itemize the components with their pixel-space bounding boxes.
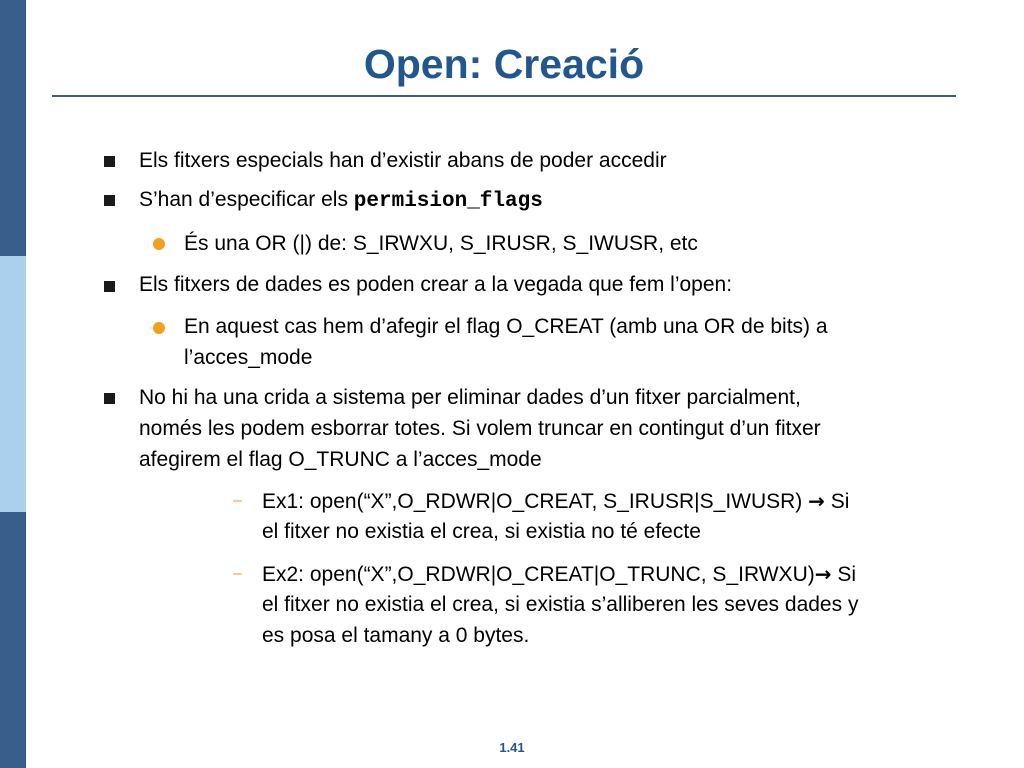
example-2-code: Ex2: open(“X”,O_RDWR|O_CREAT|O_TRUNC, S_IRWXU) bbox=[262, 563, 815, 586]
example-2-line-1 bbox=[262, 558, 856, 591]
dash-bullet-icon: – bbox=[233, 565, 242, 582]
bullet-4-line-3: afegirem el flag O_TRUNC a l’acces_mode bbox=[139, 448, 542, 471]
permision-flags-code: permision_flags bbox=[353, 190, 543, 213]
example-1-suffix: Si bbox=[824, 490, 850, 513]
slide-title: Open: Creació bbox=[363, 41, 645, 87]
square-bullet-icon bbox=[104, 156, 115, 167]
sub-bullet-2-1-text: És una OR (|) de: S_IRWXU, S_IRUSR, S_IWUSR, etc bbox=[184, 232, 698, 255]
square-bullet-icon bbox=[104, 393, 115, 404]
example-2-line-3: es posa el tamany a 0 bytes. bbox=[262, 624, 530, 647]
sub-bullet-3-1-line-1: En aquest cas hem d’afegir el flag O_CREAT (amb una OR de bits) a bbox=[184, 315, 828, 338]
round-bullet-icon bbox=[153, 238, 165, 250]
round-bullet-icon bbox=[153, 322, 165, 334]
dash-bullet-icon: – bbox=[233, 492, 242, 509]
square-bullet-icon bbox=[104, 281, 115, 292]
bullet-2-text bbox=[139, 184, 543, 218]
example-2-suffix: Si bbox=[831, 563, 857, 586]
bullet-4-line-1: No hi ha una crida a sistema per eliminar dades d’un fitxer parcialment, bbox=[139, 386, 801, 409]
bullet-1-text: Els fitxers especials han d’existir abans de poder accedir bbox=[139, 149, 667, 172]
right-arrow-icon: → bbox=[814, 562, 832, 586]
right-arrow-icon: → bbox=[808, 489, 825, 513]
example-2-line-2: el fitxer no existia el crea, si existia s’alliberen les seves dades y bbox=[262, 593, 859, 616]
bullet-2-prefix: S’han d’especificar els bbox=[139, 188, 354, 211]
page-number: 1.41 bbox=[499, 740, 525, 755]
bullet-3-text: Els fitxers de dades es poden crear a la vegada que fem l’open: bbox=[139, 273, 733, 296]
example-1-code: Ex1: open(“X”,O_RDWR|O_CREAT, S_IRUSR|S_IWUSR) bbox=[262, 490, 809, 513]
sub-bullet-3-1-line-2: l’acces_mode bbox=[184, 346, 313, 369]
example-1-line-1 bbox=[262, 485, 849, 518]
example-1-line-2: el fitxer no existia el crea, si existia no té efecte bbox=[262, 520, 701, 543]
bullet-4-line-2: només les podem esborrar totes. Si volem truncar en contingut d’un fitxer bbox=[139, 417, 821, 440]
square-bullet-icon bbox=[104, 195, 115, 206]
